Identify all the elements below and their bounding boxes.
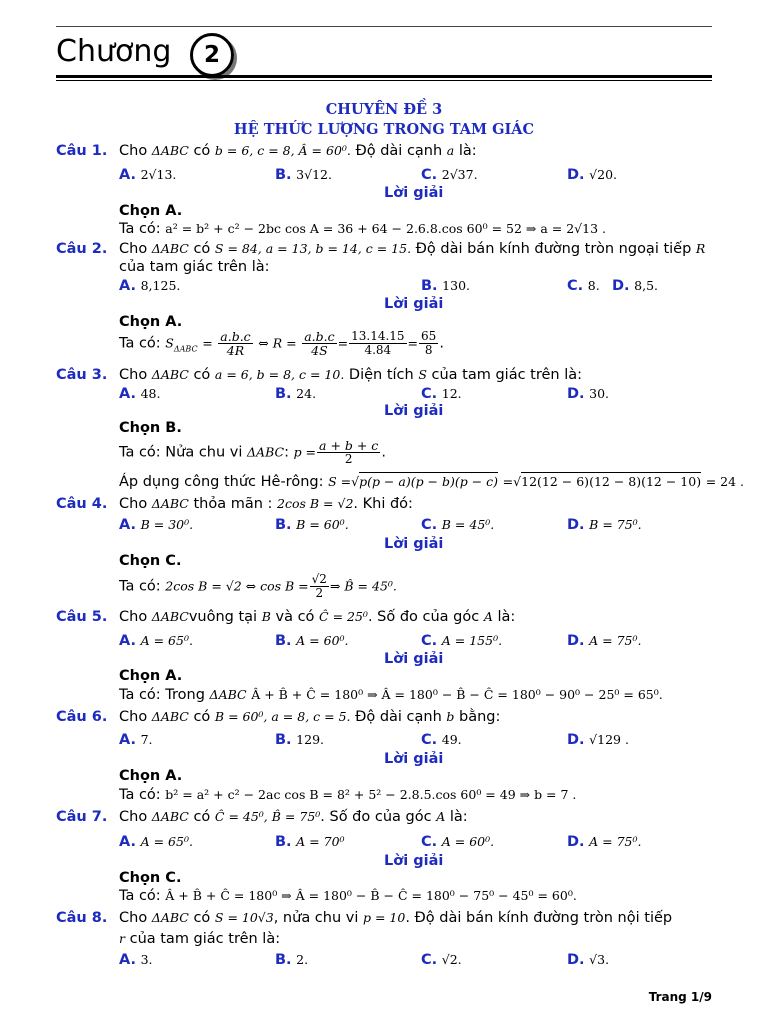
- topic-subtitle: HỆ THỨC LƯỢNG TRONG TAM GIÁC: [233, 121, 535, 138]
- question-7-solution-heading: Lời giải: [384, 853, 444, 869]
- question-2-option-d[interactable]: D. 8,5.: [612, 278, 659, 294]
- question-6-solution: Ta có: b² = a² + c² − 2ac cos B = 8² + 5² − 2.8.5.cos 60⁰ = 49 ⇒ b = 7 .: [119, 787, 577, 803]
- question-7-solution: Ta có: Â + B̂ + Ĉ = 180⁰ ⇒ Â = 180⁰ − B̂ − Ĉ = 180⁰ − 75⁰ − 45⁰ = 60⁰.: [119, 888, 577, 904]
- question-2-solution-heading: Lời giải: [384, 296, 444, 312]
- question-7-option-d[interactable]: D. A = 75⁰.: [567, 834, 642, 850]
- question-8-option-a[interactable]: A. 3.: [119, 952, 153, 968]
- question-1-choice: Chọn A.: [119, 203, 183, 219]
- question-1-solution-heading: Lời giải: [384, 185, 444, 201]
- question-5-option-a[interactable]: A. A = 65⁰.: [119, 633, 193, 649]
- question-2-solution: Ta có: $S_{\Delta ABC}$ = $\frac{a.b.c}{4R}$ ⇔ R = $\frac{a.b.c}{4S}$ = $\frac{13.14.15}{4.84}$ = $\frac{65}{8}$ .: [119, 329, 444, 358]
- question-4-option-b[interactable]: B. B = 60⁰.: [275, 517, 349, 533]
- question-4-option-d[interactable]: D. B = 75⁰.: [567, 517, 642, 533]
- question-5-option-d[interactable]: D. A = 75⁰.: [567, 633, 642, 649]
- question-4-choice: Chọn C.: [119, 553, 182, 569]
- question-1-option-d[interactable]: D. √20.: [567, 167, 618, 183]
- question-2-text: Cho ΔABC có S = 84, a = 13, b = 14, c = 15. Độ dài bán kính đường tròn ngoại tiếp R: [119, 241, 706, 257]
- question-6-option-c[interactable]: C. 49.: [421, 732, 462, 748]
- question-5-option-b[interactable]: B. A = 60⁰.: [275, 633, 349, 649]
- question-5-text: Cho ΔABCvuông tại B và có Ĉ = 25⁰. Số đo của góc A là:: [119, 609, 516, 625]
- question-1-solution: Ta có: a² = b² + c² − 2bc cos A = 36 + 64 − 2.6.8.cos 60⁰ = 52 ⇒ a = 2√13 .: [119, 221, 606, 237]
- question-3-choice: Chọn B.: [119, 420, 182, 436]
- question-4-text: Cho ΔABC thỏa mãn : 2cos B = √2. Khi đó:: [119, 496, 413, 512]
- question-2-choice: Chọn A.: [119, 314, 183, 330]
- question-1-option-b[interactable]: B. 3√12.: [275, 167, 332, 183]
- question-5-solution-heading: Lời giải: [384, 651, 444, 667]
- question-8-text-cont: r của tam giác trên là:: [119, 931, 281, 947]
- header-rule-thin: [56, 80, 712, 81]
- question-8-option-c[interactable]: C. √2.: [421, 952, 462, 968]
- question-2-label: Câu 2.: [56, 241, 108, 257]
- question-3-text: Cho ΔABC có a = 6, b = 8, c = 10. Diện tích S của tam giác trên là:: [119, 367, 583, 383]
- question-8-option-d[interactable]: D. √3.: [567, 952, 610, 968]
- question-3-solution-heading: Lời giải: [384, 403, 444, 419]
- question-3-solution-heron: Áp dụng công thức Hê-rông: S =√p(p − a)(p − b)(p − c) =√12(12 − 6)(12 − 8)(12 − 10) = 24 .: [119, 474, 745, 490]
- question-7-option-a[interactable]: A. A = 65⁰.: [119, 834, 193, 850]
- question-2-option-a[interactable]: A. 8,125.: [119, 278, 181, 294]
- header-rule-thick: [56, 75, 712, 78]
- question-7-label: Câu 7.: [56, 809, 108, 825]
- question-4-option-a[interactable]: A. B = 30⁰.: [119, 517, 194, 533]
- question-5-option-c[interactable]: C. A = 155⁰.: [421, 633, 503, 649]
- question-1-text: Cho ΔABC có b = 6, c = 8, Â = 60⁰. Độ dài cạnh a là:: [119, 143, 477, 159]
- question-5-label: Câu 5.: [56, 609, 108, 625]
- top-rule: [56, 26, 712, 27]
- chapter-number-badge: 2: [190, 33, 234, 77]
- question-6-choice: Chọn A.: [119, 768, 183, 784]
- question-4-solution: Ta có: 2cos B = √2 ⇔ cos B = $\frac{√2}{2}$ ⇒ B̂ = 45⁰.: [119, 572, 397, 600]
- question-7-option-c[interactable]: C. A = 60⁰.: [421, 834, 495, 850]
- question-1-label: Câu 1.: [56, 143, 108, 159]
- question-4-solution-heading: Lời giải: [384, 536, 444, 552]
- question-3-option-d[interactable]: D. 30.: [567, 386, 610, 402]
- question-2-option-b[interactable]: B. 130.: [421, 278, 471, 294]
- question-7-text: Cho ΔABC có Ĉ = 45⁰, B̂ = 75⁰. Số đo của góc A là:: [119, 809, 468, 825]
- question-3-label: Câu 3.: [56, 367, 108, 383]
- question-8-label: Câu 8.: [56, 910, 108, 926]
- question-7-option-b[interactable]: B. A = 70⁰: [275, 834, 345, 850]
- question-7-choice: Chọn C.: [119, 870, 182, 886]
- question-4-label: Câu 4.: [56, 496, 108, 512]
- page-number: Trang 1/9: [648, 990, 712, 1004]
- question-1-option-c[interactable]: C. 2√37.: [421, 167, 478, 183]
- topic-title: CHUYÊN ĐỀ 3: [325, 101, 443, 118]
- question-1-option-a[interactable]: A. 2√13.: [119, 167, 177, 183]
- question-3-option-b[interactable]: B. 24.: [275, 386, 317, 402]
- question-2-text-cont: của tam giác trên là:: [119, 259, 270, 275]
- question-6-option-d[interactable]: D. √129 .: [567, 732, 629, 748]
- question-6-solution-heading: Lời giải: [384, 751, 444, 767]
- question-5-solution: Ta có: Trong ΔABC Â + B̂ + Ĉ = 180⁰ ⇒ Â = 180⁰ − B̂ − Ĉ = 180⁰ − 90⁰ − 25⁰ = 65⁰.: [119, 687, 663, 703]
- question-6-text: Cho ΔABC có B = 60⁰, a = 8, c = 5. Độ dài cạnh b bằng:: [119, 709, 501, 725]
- question-3-option-c[interactable]: C. 12.: [421, 386, 462, 402]
- question-8-option-b[interactable]: B. 2.: [275, 952, 309, 968]
- question-3-option-a[interactable]: A. 48.: [119, 386, 161, 402]
- question-8-text: Cho ΔABC có S = 10√3, nửa chu vi p = 10. Độ dài bán kính đường tròn nội tiếp: [119, 910, 673, 926]
- question-6-label: Câu 6.: [56, 709, 108, 725]
- question-6-option-b[interactable]: B. 129.: [275, 732, 325, 748]
- chapter-heading: Chương: [56, 34, 172, 69]
- question-6-option-a[interactable]: A. 7.: [119, 732, 153, 748]
- question-4-option-c[interactable]: C. B = 45⁰.: [421, 517, 495, 533]
- question-2-option-c[interactable]: C. 8.: [567, 278, 600, 294]
- question-5-choice: Chọn A.: [119, 668, 183, 684]
- question-3-solution-semiperimeter: Ta có: Nửa chu vi ΔABC: p = $\frac{a + b + c}{2}$ .: [119, 438, 386, 466]
